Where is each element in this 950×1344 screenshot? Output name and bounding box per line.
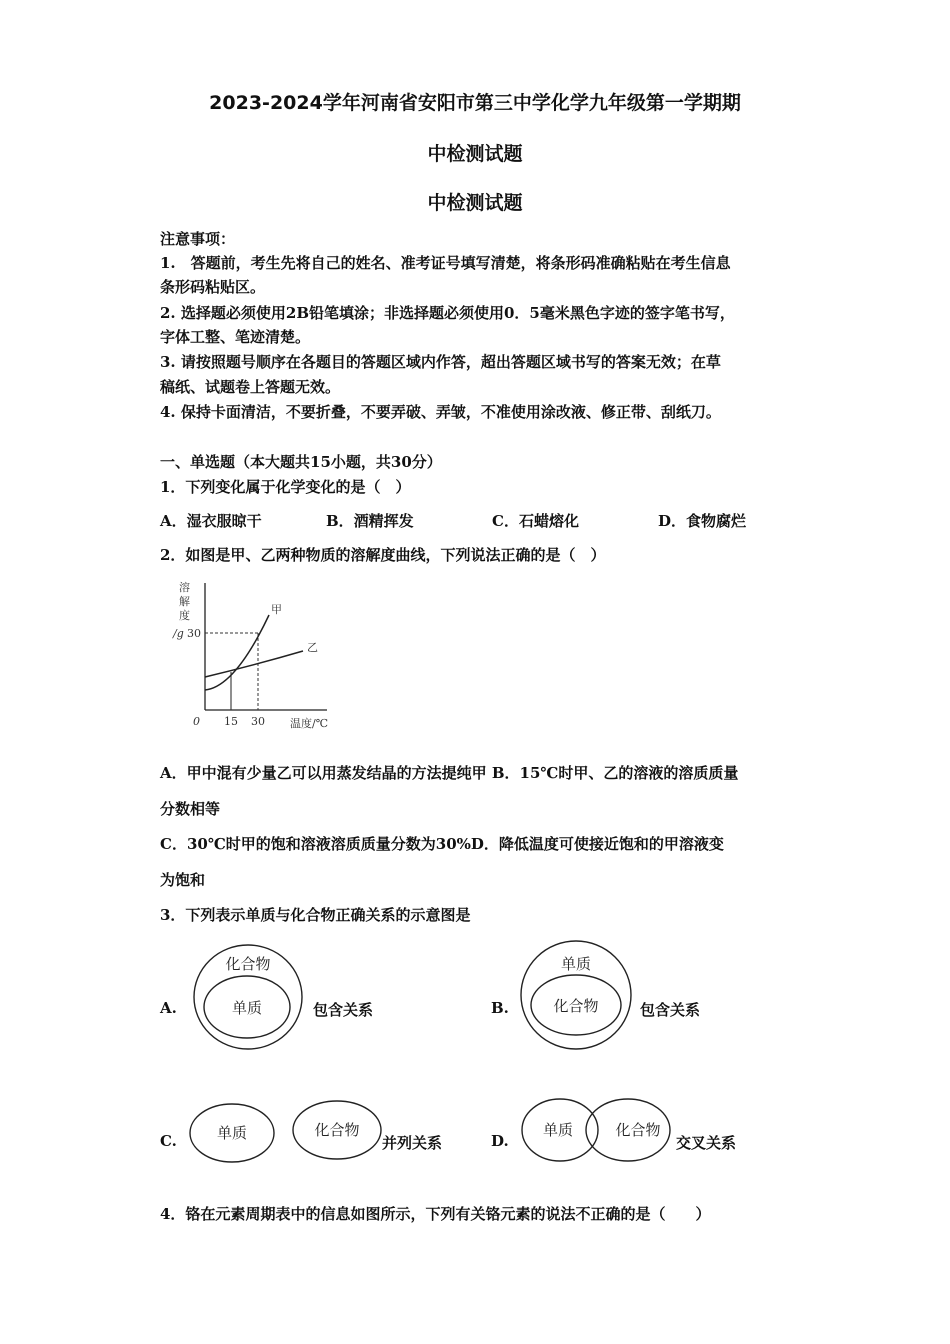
y-axis-unit: /g <box>173 627 184 640</box>
question-2-line: 为饱和 <box>160 871 206 889</box>
page-subtitle-repeat: 中检测试题 <box>427 192 523 214</box>
outer-label: 化合物 <box>225 955 271 973</box>
inner-label: 化合物 <box>553 997 599 1015</box>
y-axis-label-char: 解 <box>179 595 190 608</box>
notice-line: 字体工整、笔迹清楚。 <box>160 328 311 346</box>
y-axis-label-char: 溶 <box>179 581 190 594</box>
notice-line: 3. 请按照题号顺序在各题目的答题区域内作答，超出答题区域书写的答案无效；在草 <box>160 353 721 371</box>
question-2-stem: 2．如图是甲、乙两种物质的溶解度曲线，下列说法正确的是（ ） <box>160 546 606 564</box>
question-1-option-d: D．食物腐烂 <box>658 512 747 530</box>
y-axis-label-char: 度 <box>179 609 190 622</box>
notice-heading: 注意事项： <box>160 230 236 248</box>
x-axis-label: 温度/℃ <box>290 717 329 730</box>
page-subtitle: 中检测试题 <box>427 143 523 165</box>
inner-label: 单质 <box>231 999 263 1017</box>
notice-line: 2. 选择题必须使用2B铅笔填涂；非选择题必须使用0．5毫米黑色字迹的签字笔书写， <box>160 304 735 322</box>
question-3-option-d-letter: D. <box>491 1132 509 1150</box>
notice-line: 4. 保持卡面清洁，不要折叠，不要弄破、弄皱，不准使用涂改液、修正带、刮纸刀。 <box>160 403 721 421</box>
diagram-option-a <box>190 940 310 1055</box>
question-3-option-a-relation: 包含关系 <box>313 1001 374 1019</box>
origin-label: 0 <box>193 715 200 728</box>
left-label: 单质 <box>542 1121 574 1139</box>
question-1-option-c: C．石蜡熔化 <box>492 512 579 530</box>
section-heading: 一、单选题（本大题共15小题，共30分） <box>160 453 442 471</box>
x-tick-15: 15 <box>224 715 238 728</box>
question-4-stem: 4．铬在元素周期表中的信息如图所示，下列有关铬元素的说法不正确的是（ ） <box>160 1205 711 1223</box>
question-1-option-a: A．湿衣服晾干 <box>160 512 262 530</box>
question-3-option-c-letter: C. <box>160 1132 177 1150</box>
diagram-option-c <box>186 1098 386 1168</box>
notice-line: 稿纸、试题卷上答题无效。 <box>160 378 341 396</box>
outer-label: 单质 <box>560 955 592 973</box>
series-label-jia: 甲 <box>271 603 282 616</box>
curve-jia <box>205 615 269 690</box>
page-title: 2023-2024学年河南省安阳市第三中学化学九年级第一学期期 <box>209 92 741 114</box>
notice-line: 1. 答题前，考生先将自己的姓名、准考证号填写清楚，将条形码准确粘贴在考生信息 <box>160 254 731 272</box>
question-3-option-c-relation: 并列关系 <box>382 1134 443 1152</box>
left-label: 单质 <box>216 1124 248 1142</box>
diagram-option-b <box>518 937 638 1053</box>
series-label-yi: 乙 <box>307 641 318 654</box>
question-3-option-d-relation: 交叉关系 <box>676 1134 737 1152</box>
question-1-stem: 1．下列变化属于化学变化的是（ ） <box>160 478 411 496</box>
diagram-option-d <box>518 1095 678 1165</box>
solubility-curve-figure <box>165 575 340 735</box>
question-1-option-b: B．酒精挥发 <box>326 512 414 530</box>
notice-line: 条形码粘贴区。 <box>160 278 266 296</box>
question-3-option-b-relation: 包含关系 <box>640 1001 701 1019</box>
question-2-line: C．30℃时甲的饱和溶液溶质质量分数为30%D．降低温度可使接近饱和的甲溶液变 <box>160 835 724 853</box>
x-tick-30: 30 <box>251 715 265 728</box>
right-label: 化合物 <box>314 1121 360 1139</box>
y-tick-30: 30 <box>187 627 201 640</box>
right-label: 化合物 <box>615 1121 661 1139</box>
curve-yi <box>205 651 303 677</box>
question-3-option-b-letter: B. <box>491 999 509 1017</box>
question-3-stem: 3．下列表示单质与化合物正确关系的示意图是 <box>160 906 471 924</box>
question-2-line: 分数相等 <box>160 800 221 818</box>
question-2-line: A．甲中混有少量乙可以用蒸发结晶的方法提纯甲 B．15℃时甲、乙的溶液的溶质质量 <box>160 764 739 782</box>
question-3-option-a-letter: A. <box>160 999 177 1017</box>
